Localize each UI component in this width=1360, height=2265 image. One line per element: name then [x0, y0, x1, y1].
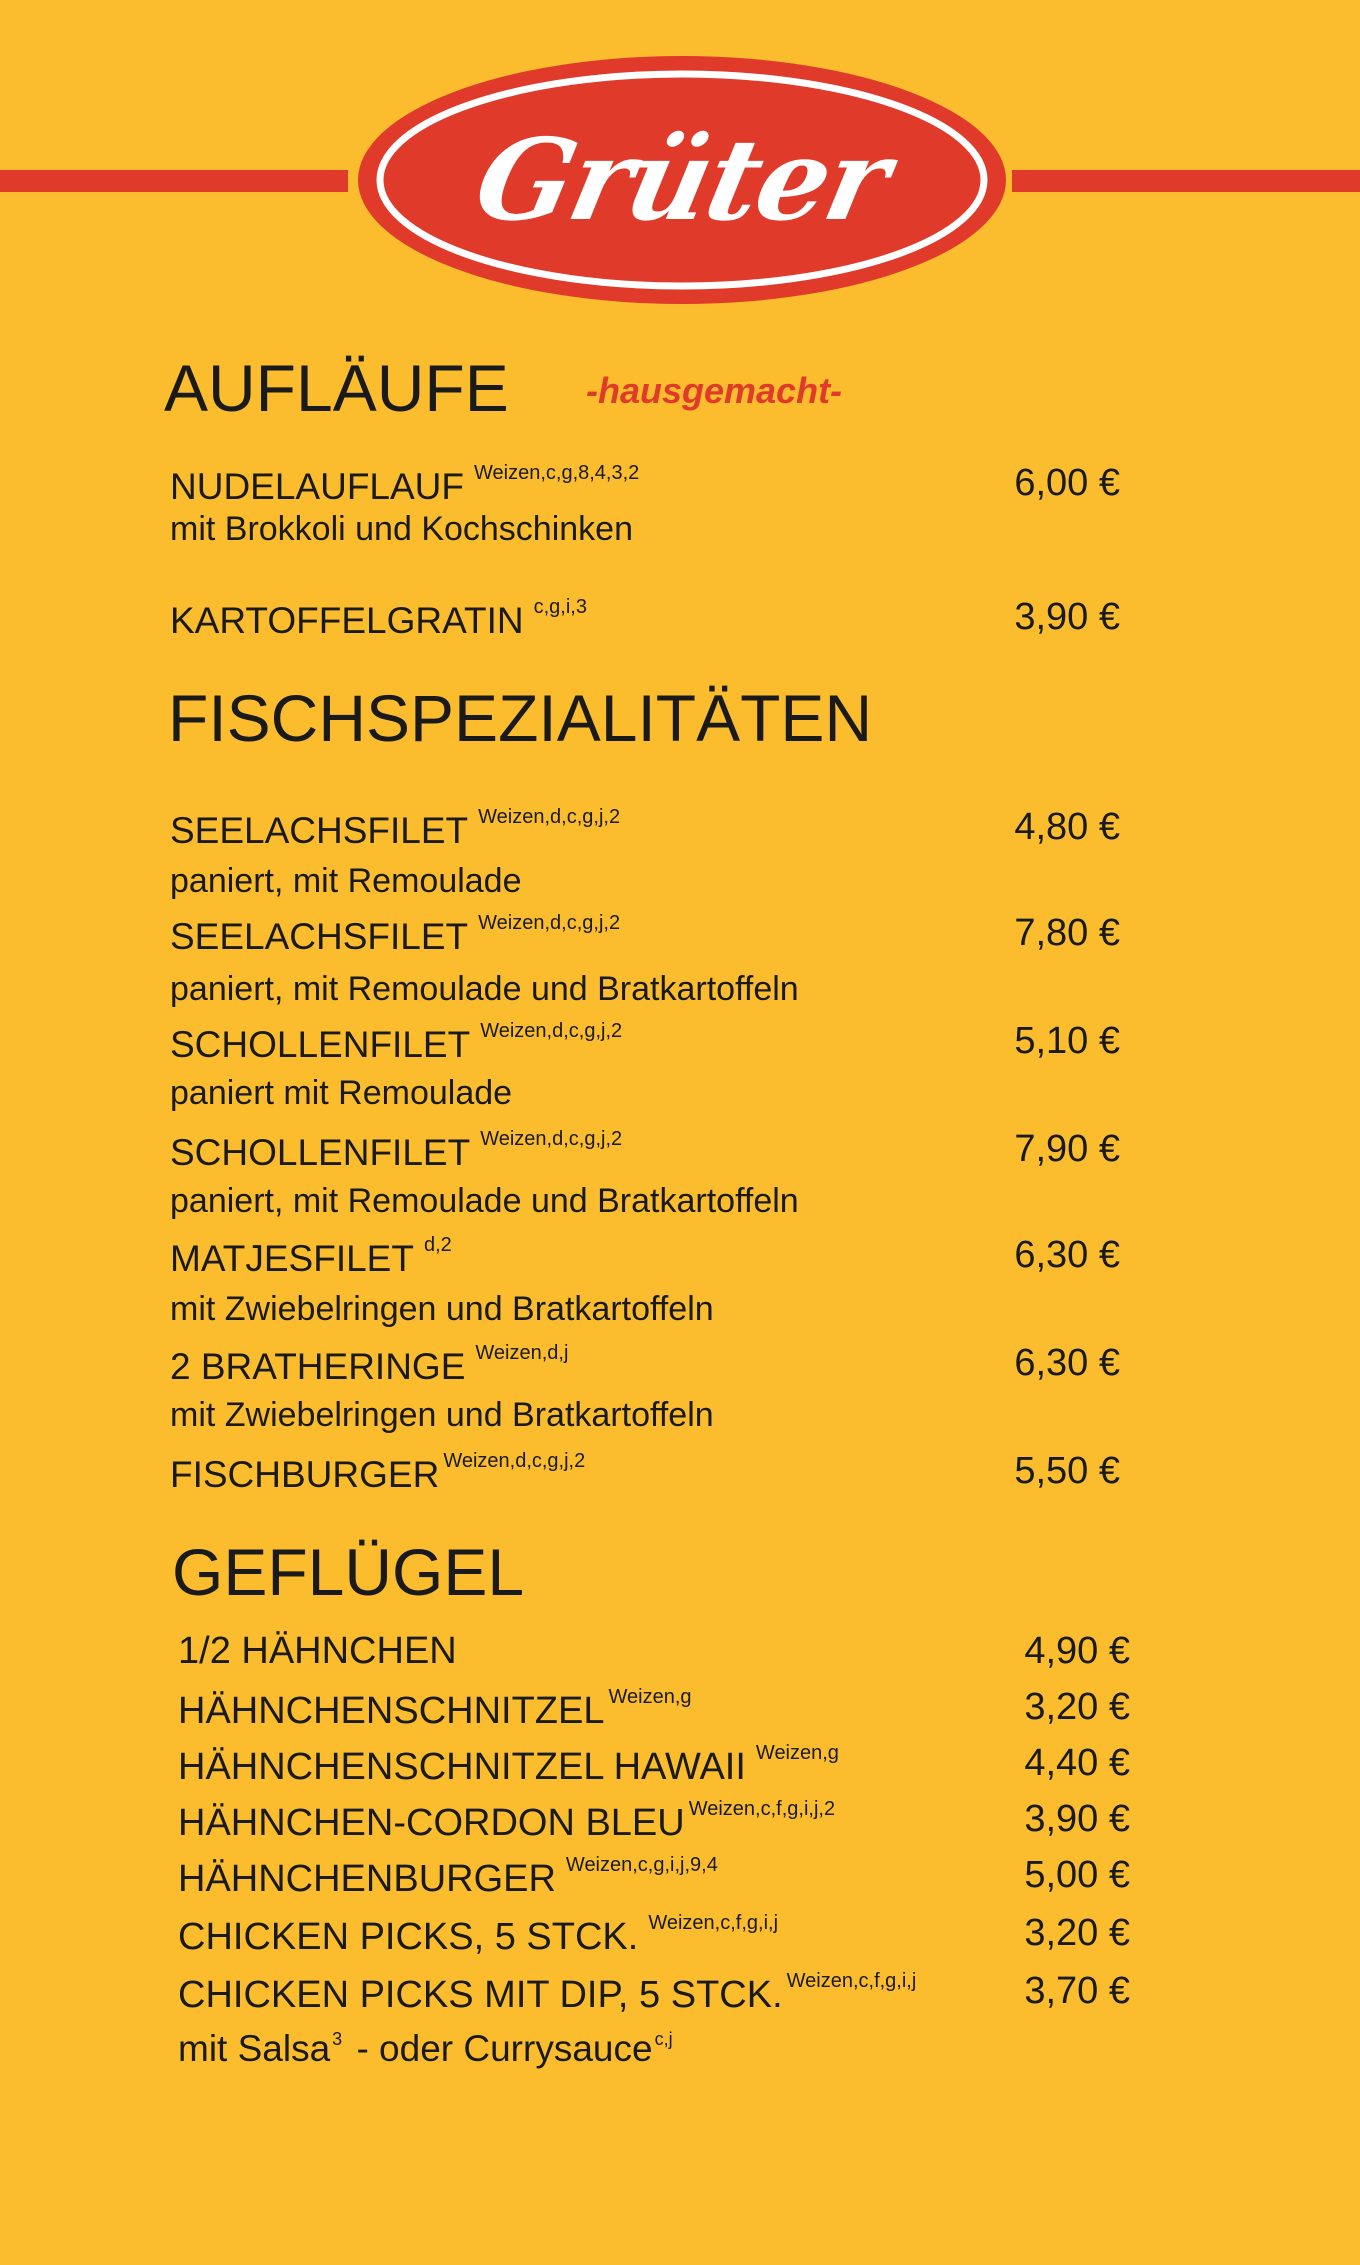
item-price: 5,50 € — [1014, 1450, 1120, 1492]
allergen-codes: Weizen,c,f,g,i,j — [786, 1970, 917, 1992]
item-description: mit Zwiebelringen und Bratkartoffeln — [170, 1396, 714, 1434]
item-name: SEELACHSFILET — [170, 916, 469, 957]
item-price: 4,40 € — [1024, 1742, 1130, 1784]
item-name: NUDELAUFLAUF — [170, 466, 464, 507]
item-name: SCHOLLENFILET — [170, 1024, 471, 1065]
header-stripe-right — [1012, 170, 1360, 192]
item-price: 3,70 € — [1024, 1970, 1130, 2012]
item-name: FISCHBURGER — [170, 1454, 440, 1495]
item-price: 6,30 € — [1014, 1342, 1120, 1384]
allergen-codes: Weizen,d,j — [475, 1342, 569, 1364]
menu-item-bratheringe — [170, 1342, 568, 1388]
item-price: 6,30 € — [1014, 1234, 1120, 1276]
allergen-codes: Weizen,c,f,g,i,j — [648, 1912, 779, 1934]
item-description: paniert mit Remoulade — [170, 1074, 513, 1112]
allergen-codes: Weizen,d,c,g,j,2 — [478, 912, 621, 934]
allergen-codes: Weizen,c,f,g,i,j,2 — [688, 1798, 836, 1820]
item-price: 3,20 € — [1024, 1912, 1130, 1954]
item-price: 3,90 € — [1014, 596, 1120, 638]
item-description: mit Brokkoli und Kochschinken — [170, 510, 634, 548]
allergen-codes: Weizen,c,g,8,4,3,2 — [474, 462, 640, 484]
sauce-note-curry: - oder Currysauce — [346, 2028, 653, 2069]
menu-item-haehnchenschnitzel — [178, 1686, 692, 1733]
item-name: 1/2 HÄHNCHEN — [178, 1630, 457, 1672]
menu-item-seelachsfilet-bratkartoffeln — [170, 912, 620, 958]
section-title-fisch: FISCHSPEZIALITÄTEN — [168, 681, 873, 755]
menu-item-schollenfilet-bratkartoffeln — [170, 1128, 622, 1174]
menu-item-haehnchen — [178, 1630, 457, 1673]
allergen-codes: Weizen,d,c,g,j,2 — [478, 806, 621, 828]
item-name: HÄHNCHENBURGER — [178, 1858, 556, 1900]
menu-item-chicken-picks — [178, 1912, 778, 1959]
logo-wordmark: Grüter — [465, 114, 899, 246]
item-price: 7,80 € — [1014, 912, 1120, 954]
allergen-codes: d,2 — [423, 1234, 452, 1256]
menu-item-haehnchenburger — [178, 1854, 718, 1901]
allergen-codes: c,g,i,3 — [533, 596, 587, 618]
item-price: 4,90 € — [1024, 1630, 1130, 1672]
section-title-auflaeufe: AUFLÄUFE — [164, 351, 509, 425]
header-stripe-left — [0, 170, 348, 192]
item-price: 5,10 € — [1014, 1020, 1120, 1062]
menu-item-nudelauflauf — [170, 462, 639, 508]
menu-item-chicken-picks-dip — [178, 1970, 916, 2017]
menu-item-matjesfilet — [170, 1234, 452, 1280]
item-name: KARTOFFELGRATIN — [170, 600, 524, 641]
menu-item-schollenfilet — [170, 1020, 622, 1066]
item-price: 6,00 € — [1014, 462, 1120, 504]
item-price: 5,00 € — [1024, 1854, 1130, 1896]
section-title-gefluegel: GEFLÜGEL — [172, 1535, 525, 1609]
item-name: SCHOLLENFILET — [170, 1132, 471, 1173]
menu-item-seelachsfilet — [170, 806, 620, 852]
allergen-codes: c,j — [654, 2029, 673, 2049]
item-name: HÄHNCHENSCHNITZEL — [178, 1690, 605, 1732]
item-description: mit Zwiebelringen und Bratkartoffeln — [170, 1290, 714, 1328]
allergen-codes: Weizen,d,c,g,j,2 — [480, 1128, 623, 1150]
item-name: MATJESFILET — [170, 1238, 414, 1279]
item-description: paniert, mit Remoulade und Bratkartoffeln — [170, 970, 799, 1008]
item-name: SEELACHSFILET — [170, 810, 469, 851]
menu-item-cordon-bleu — [178, 1798, 835, 1845]
item-price: 3,90 € — [1024, 1798, 1130, 1840]
item-price: 4,80 € — [1014, 806, 1120, 848]
section-tagline: -hausgemacht- — [586, 370, 843, 411]
allergen-codes: Weizen,g — [608, 1686, 692, 1708]
item-name: HÄHNCHEN-CORDON BLEU — [178, 1802, 685, 1844]
item-description: paniert, mit Remoulade — [170, 862, 522, 900]
sauce-note — [178, 2028, 677, 2070]
menu-item-haehnchenschnitzel-hawaii — [178, 1742, 839, 1789]
item-price: 3,20 € — [1024, 1686, 1130, 1728]
menu-item-fischburger — [170, 1450, 585, 1496]
item-description: paniert, mit Remoulade und Bratkartoffeln — [170, 1182, 799, 1220]
menu-item-kartoffelgratin — [170, 596, 587, 642]
allergen-codes: Weizen,d,c,g,j,2 — [443, 1450, 586, 1472]
item-name: CHICKEN PICKS, 5 STCK. — [178, 1916, 639, 1958]
item-name: CHICKEN PICKS MIT DIP, 5 STCK. — [178, 1974, 783, 2016]
item-name: 2 BRATHERINGE — [170, 1346, 466, 1387]
sauce-note-salsa: mit Salsa — [178, 2028, 331, 2069]
item-name: HÄHNCHENSCHNITZEL HAWAII — [178, 1746, 746, 1788]
allergen-codes: Weizen,c,g,i,j,9,4 — [565, 1854, 718, 1876]
brand-logo — [352, 50, 1012, 310]
allergen-codes: 3 — [332, 2029, 343, 2049]
item-price: 7,90 € — [1014, 1128, 1120, 1170]
allergen-codes: Weizen,g — [755, 1742, 839, 1764]
allergen-codes: Weizen,d,c,g,j,2 — [480, 1020, 623, 1042]
